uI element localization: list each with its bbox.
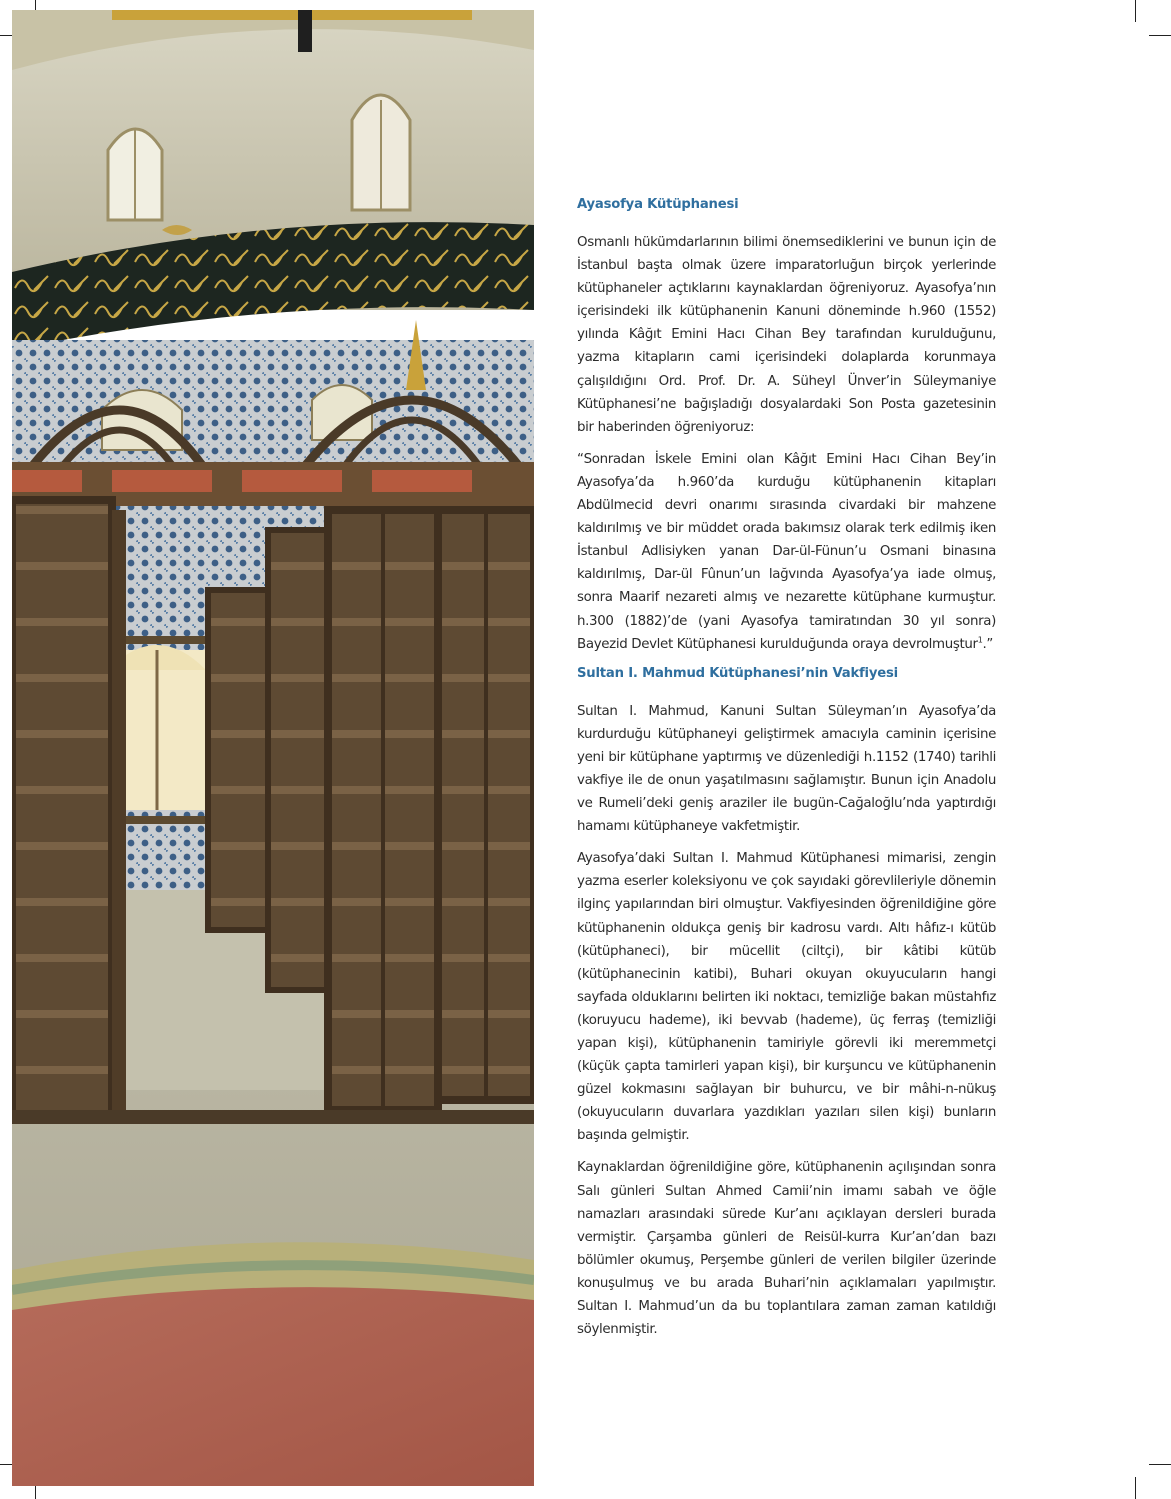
paragraph-1: Osmanlı hükümdarlarının bilimi önemsediklerini ve bunun için de İstanbul başta olmak üzere imparatorluğun birçok yerlerinde kütüphaneler açtıklarını kaynaklardan öğreniyoruz. Ayasofya’nın içerisindeki ilk kütüphanenin Kanuni döneminde h.960 (1552) yılında Kâğıt Emini Hacı Cihan Bey tarafından kurulduğunu, yazma kitapların cami içerisindeki dolaplarda korunmaya çalışıldığını Ord. Prof. Dr. A. Süheyl Ünver’in Süleymaniye Kütüphanesi’ne bağışladığı dosyalardaki Son Posta gazetesinin bir haberinden öğreniyoruz: bbox=[577, 235, 996, 435]
paragraph-4: Ayasofya’daki Sultan I. Mahmud Kütüphanesi mimarisi, zengin yazma eserler koleksiyonu ve çok sayıdaki görevlileriyle dönemin ilginç yapılarından biri olmuştur. Vakfiyesinden öğrenildiğine göre kütüphanenin oldukça geniş bir kadrosu vardı. Altı hâfız-ı kütüb (kütüphaneci), bir mücellit (ciltçi), bir kâtibi kütüb (kütüphanecinin katibi), Buhari okuyan okuyucuların hangi sayfada olduklarını belirten iki noktacı, temizliğe bakan müstahfız (koruyucu hademe), iki bevvab (hademe), üç ferraş (temizliği yapan kişi), kütüphanenin tamiriyle görevli iki meremmetçi (küçük çapta tamirleri yapan kişi), bir kurşuncu ve kütüphanenin güzel kokmasını sağlayan bir buhurcu, ve bir mâhi-n-nükuş (okuyucuların duvarlara yazdıkları yazıları silen kişi) bunların başında gelmiştir. bbox=[577, 851, 996, 1144]
crop-mark-tr-v bbox=[1135, 0, 1136, 22]
heading-ayasofya-library: Ayasofya Kütüphanesi bbox=[577, 197, 739, 212]
paragraph-2-text: “Sonradan İskele Emini olan Kâğıt Emini Hacı Cihan Bey’in Ayasofya’da h.960’da kurduğu kütüphanenin kitapları Abdülmecid devri onarımı sırasında civardaki bir mahzene kaldırılmış ve bir müddet orada bakımsız olarak terk edilmiş iken İstanbul Adlisiyken yanan Dar-ül-Fünun’u Osmani binasına kaldırılmış, Dar-ül Fûnun’un lağvında Ayasofya’ya iade olmuş, sonra Maarif nezareti almış ve nezarette kütüphane kurmuştur. h.300 (1882)’de (yani Ayasofya tamiratından 30 yıl sonra) Bayezid Devlet Kütüphanesi kurulduğunda oraya devrolmuştur bbox=[577, 451, 996, 652]
library-photo bbox=[12, 10, 534, 1486]
crop-mark-tr-h bbox=[1149, 35, 1171, 36]
heading-vakfiye: Sultan I. Mahmud Kütüphanesi’nin Vakfiyesi bbox=[577, 665, 898, 681]
paragraph-3: Sultan I. Mahmud, Kanuni Sultan Süleyman’ın Ayasofya’da kurdurduğu kütüphaneyi geliştirmek amacıyla caminin içerisine yeni bir kütüphane yaptırmış ve düzenlediği h.1152 (1740) tarihli vakfiye ile de onun yaşatılmasını sağlamıştır. Bunun için Anadolu ve Rumeli’deki geniş araziler ile bugün-Cağaloğlu’nda yaptırdığı hamamı kütüphaneye vakfetmiştir. bbox=[577, 703, 996, 835]
crop-mark-br-h bbox=[1149, 1464, 1171, 1465]
article-column bbox=[577, 196, 996, 1341]
crop-mark-br-v bbox=[1135, 1477, 1136, 1499]
paragraph-2-quote bbox=[577, 448, 996, 656]
paragraph-2-end: .” bbox=[982, 636, 993, 652]
paragraph-5: Kaynaklardan öğrenildiğine göre, kütüphanenin açılışından sonra Salı günleri Sultan Ahmed Camii’nin imamı sabah ve öğle namazları arasındaki sürede Kur’anı açıklayan dersleri burada vermiştir. Çarşamba günleri de Reisül-kurra Kur’an’dan bazı bölümler okumuş, Perşembe günleri de verilen bilgiler üzerinde konuşulmuş ve bu arada Buhari’nin açıklamaları yapılmıştır. Sultan I. Mahmud’un da bu toplantılara zaman zaman katıldığı söylenmiştir. bbox=[577, 1160, 996, 1338]
footnote-ref-1[interactable]: 1 bbox=[977, 635, 983, 645]
